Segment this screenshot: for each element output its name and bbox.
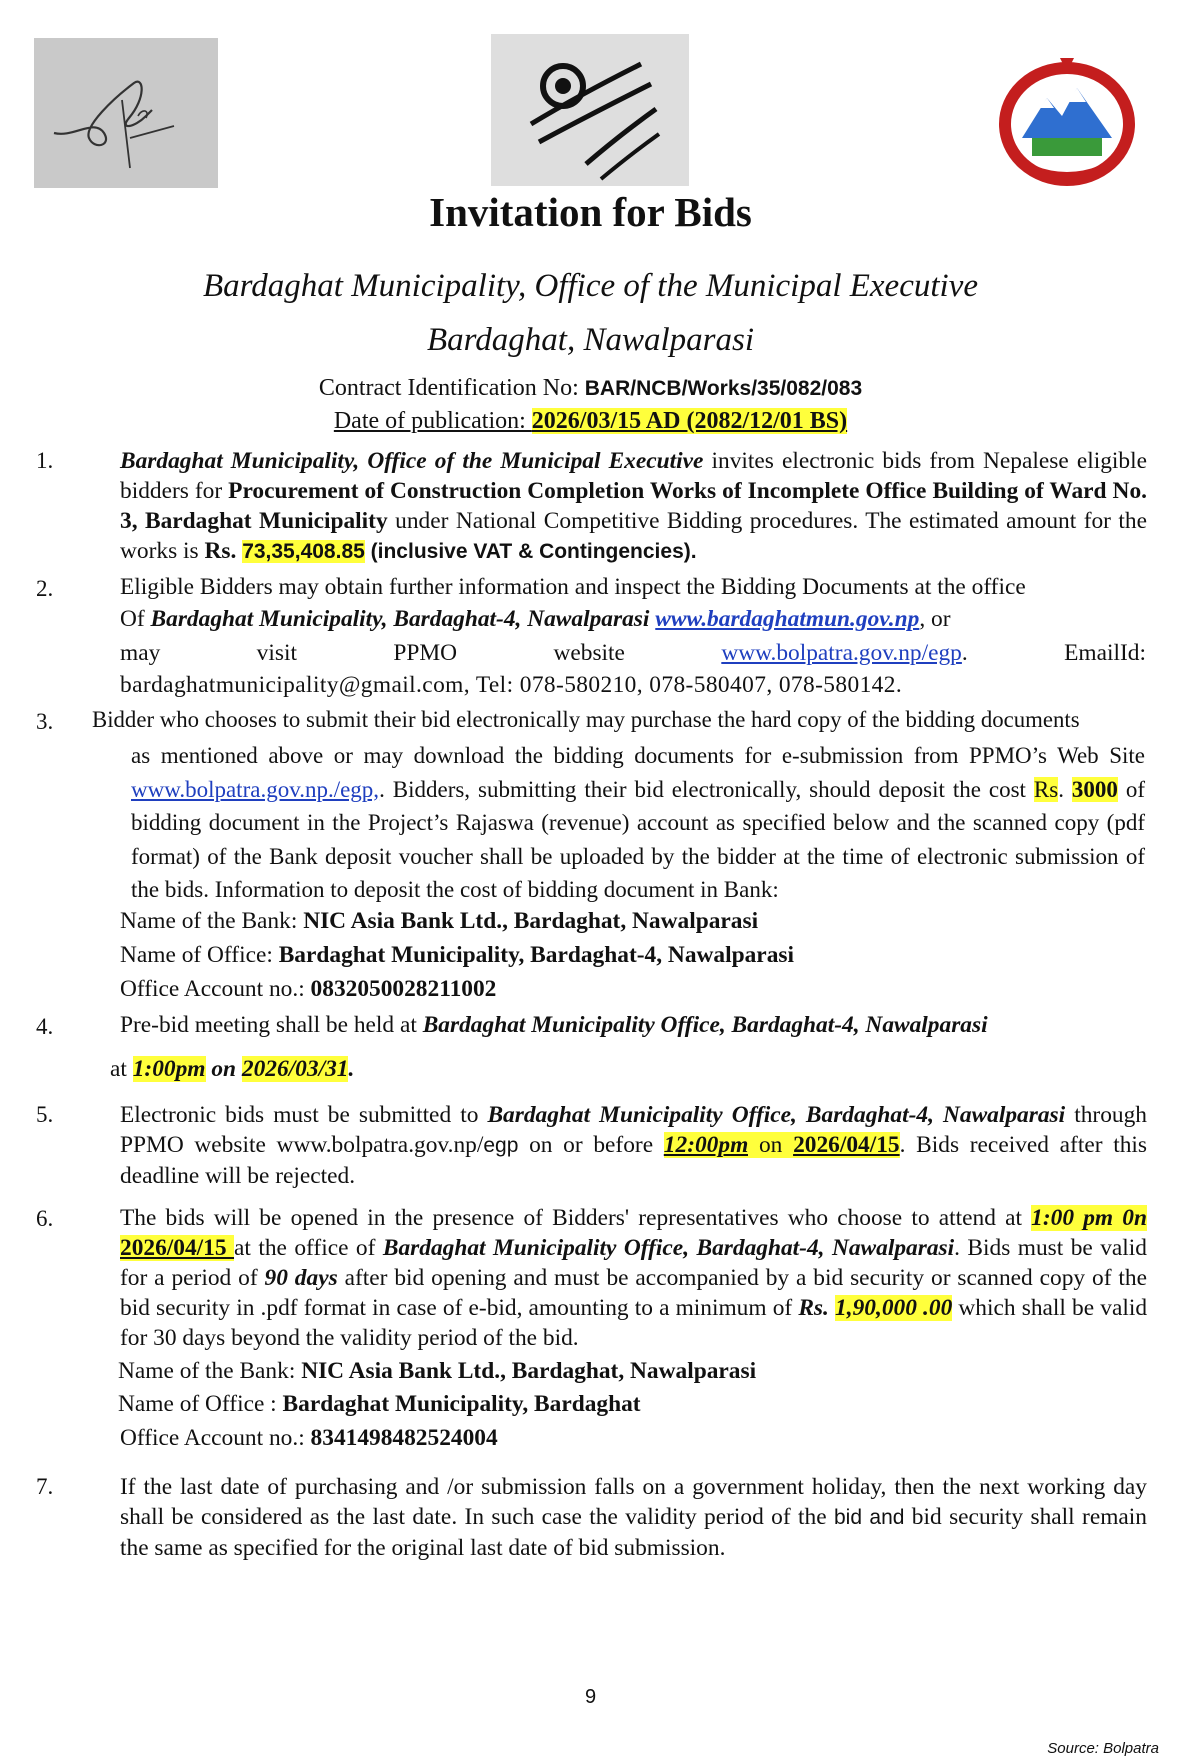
text-span: Pre-bid meeting shall be held at (120, 1012, 423, 1038)
item-4-line1 (120, 1012, 988, 1039)
text-span: . (348, 1056, 355, 1082)
text-span: PPMO (393, 640, 458, 666)
text-span: , or (919, 606, 951, 632)
publication-date (0, 408, 1181, 435)
currency: Rs. (204, 538, 243, 564)
validity-period: 90 days (264, 1265, 338, 1291)
contract-id (0, 375, 1181, 402)
item-number: 6. (36, 1206, 54, 1231)
text-span: . (961, 640, 968, 666)
issuer-location: Bardaghat, Nawalparasi (427, 322, 754, 358)
account-number: 8341498482524004 (310, 1425, 498, 1451)
account-number: 0832050028211002 (310, 976, 497, 1002)
seal-stamp-icon (491, 34, 689, 186)
contract-id-value: BAR/NCB/Works/35/082/083 (584, 377, 863, 400)
item-7-text (120, 1472, 1147, 1563)
office-address: Bardaghat Municipality, Bardaghat-4, Nawalparasi (150, 606, 650, 632)
office-name: Bardaghat Municipality (278, 942, 519, 968)
text-span: If the last date of purchasing and /or submission falls on a government holiday, then the next working day shall be considered as the last date. In such case the validity period of the (120, 1474, 1147, 1530)
page-number: 9 (584, 1686, 597, 1708)
text-span: as mentioned above or may download the bidding documents for e-submission from PPMO’s Web Site (131, 743, 1145, 768)
submission-time: 12:00pm (663, 1132, 749, 1158)
text-span: on or before (518, 1132, 664, 1158)
office-seal-image (491, 34, 689, 186)
text-span: egp (483, 1134, 519, 1157)
nepal-emblem-image (992, 58, 1142, 188)
item-3-text (131, 739, 1145, 907)
bank-label: Name of the Bank: (120, 908, 304, 934)
document-title: Invitation for Bids (429, 189, 752, 235)
text-span: . (1058, 776, 1072, 802)
meeting-date: 2026/03/31 (241, 1056, 349, 1082)
issuer-ref: Bardaghat Municipality, Office of the Municipal Executive (120, 448, 704, 474)
bank-name: NIC Asia Bank Ltd., Bardaghat, Nawalparasi (301, 1358, 757, 1384)
item-6-office (118, 1391, 641, 1418)
text-span: after bid opening and must be accompanied by a bid security or scanned copy of the bid security in .pdf format in case of e-bid, amounting to a minimum of (120, 1265, 1147, 1321)
office-address: , Bardaghat-4, Nawalparasi (518, 942, 794, 968)
text-span: The bids will be opened in the presence of Bidders' representatives who choose to attend at (120, 1205, 1032, 1231)
source-credit: Source: Bolpatra (1047, 1740, 1159, 1757)
text-span: Of (120, 606, 151, 632)
submission-date: 2026/04/15 (793, 1132, 900, 1158)
office-label: Name of Office : (118, 1391, 283, 1417)
item-6-account (120, 1425, 498, 1452)
item-2-line2 (120, 606, 1146, 633)
text-span: bid security shall remain the same as specified for the original last date of bid submission. (120, 1504, 1147, 1561)
item-3-line1: Bidder who chooses to submit their bid electronically may purchase the hard copy of the bidding documents (92, 707, 1080, 732)
currency: Rs (1033, 776, 1059, 802)
text-span: on (748, 1132, 794, 1158)
item-number: 5. (36, 1102, 54, 1127)
item-number: 4. (36, 1014, 54, 1039)
text-span: of bidding document in the Project’s Rajaswa (revenue) account as specified below and the scanned copy (pdf format) of the Bank deposit voucher shall be uploaded by the bidder at the time of electronic submission of the bids. Information to deposit the cost of bidding document in Bank: (131, 776, 1145, 902)
opening-time: 1:00 pm 0n (1031, 1205, 1147, 1231)
text-span: . Bidders, submitting their bid electronically, should deposit the cost (379, 776, 1034, 802)
item-number: 7. (36, 1474, 54, 1499)
item-3-account (120, 976, 496, 1003)
text-span: at (110, 1056, 133, 1082)
item-4-line2 (110, 1056, 354, 1083)
item-3-bank (120, 908, 758, 935)
item-number: 2. (36, 576, 54, 601)
text-span: bid and (834, 1506, 905, 1529)
account-label: Office Account no.: (120, 976, 311, 1002)
office-name: Bardaghat Municipality, Bardaghat (282, 1391, 641, 1417)
bolpatra-link[interactable]: www.bolpatra.gov.np./egp, (131, 776, 380, 802)
text-span: under National Competitive Bidding procedures. The estimated amount for the works is (120, 508, 1147, 564)
text-span: which shall be valid for 30 days beyond the validity period of the bid. (120, 1295, 1148, 1351)
text-span: . Bids received after this deadline will be rejected. (120, 1132, 1147, 1189)
item-2-line3 (120, 640, 1146, 667)
text-span: may (120, 640, 161, 666)
bid-security-amount: 1,90,000 .00 (835, 1295, 953, 1321)
bank-name: NIC Asia Bank Ltd., Bardaghat, Nawalparasi (303, 908, 759, 934)
submission-venue: Bardaghat Municipality Office, Bardaghat-4, Nawalparasi (487, 1102, 1066, 1128)
issuer-name: Bardaghat Municipality, Office of the Municipal Executive (203, 268, 978, 304)
meeting-time: 1:00pm (132, 1056, 206, 1082)
text-span: at the office of (234, 1235, 383, 1261)
publication-value: 2026/03/15 AD (2082/12/01 BS) (531, 408, 848, 434)
opening-venue: Bardaghat Municipality Office, Bardaghat-4, Nawalparasi (382, 1235, 955, 1261)
text-span: Electronic bids must be submitted to (120, 1102, 488, 1128)
bank-label: Name of the Bank: (118, 1358, 302, 1384)
coat-of-arms-icon (992, 58, 1142, 188)
text-span: . Bids must be valid for a period of (120, 1235, 1147, 1291)
item-2-contact: bardaghatmunicipality@gmail.com, Tel: 078-580210, 078-580407, 078-580142. (120, 672, 903, 698)
item-1-text (120, 446, 1147, 567)
ppmo-website-link[interactable]: www.bolpatra.gov.np/egp (721, 640, 962, 666)
text-span: website (553, 640, 625, 666)
item-number: 1. (36, 448, 54, 473)
signature-image (34, 38, 218, 188)
estimated-amount: 73,35,408.85 (242, 540, 365, 563)
text-span: through PPMO website www.bolpatra.gov.np/ (120, 1102, 1147, 1158)
signature-scribble-icon (34, 38, 218, 188)
publication-label: Date of publication: (333, 408, 532, 434)
item-6-text (120, 1203, 1147, 1353)
item-5-text (120, 1100, 1147, 1191)
item-2-line1: Eligible Bidders may obtain further information and inspect the Bidding Documents at the office (120, 574, 1026, 600)
text-span: on (205, 1056, 242, 1082)
item-number: 3. (36, 709, 54, 734)
document-cost: 3000 (1071, 776, 1118, 802)
text-span: EmailId: (1064, 640, 1146, 666)
account-label: Office Account no.: (120, 1425, 311, 1451)
municipality-website-link[interactable]: www.bardaghatmun.gov.np (655, 606, 920, 632)
text-span: invites electronic bids from Nepalese eligible bidders for (120, 448, 1147, 504)
meeting-venue: Bardaghat Municipality Office, Bardaghat-4, Nawalparasi (422, 1012, 988, 1038)
opening-date: 2026/04/15 (120, 1235, 235, 1261)
project-name: Procurement of Construction Completion Works of Incomplete Office Building of Ward No. 3, Bardaghat Municipality (120, 478, 1147, 534)
amount-note: (inclusive VAT & Contingencies). (364, 540, 697, 563)
currency: Rs. (798, 1295, 836, 1321)
item-6-bank (118, 1358, 756, 1385)
text-span: visit (256, 640, 297, 666)
office-label: Name of Office: (120, 942, 279, 968)
item-3-office (120, 942, 794, 969)
contract-id-label: Contract Identification No: (318, 375, 585, 401)
